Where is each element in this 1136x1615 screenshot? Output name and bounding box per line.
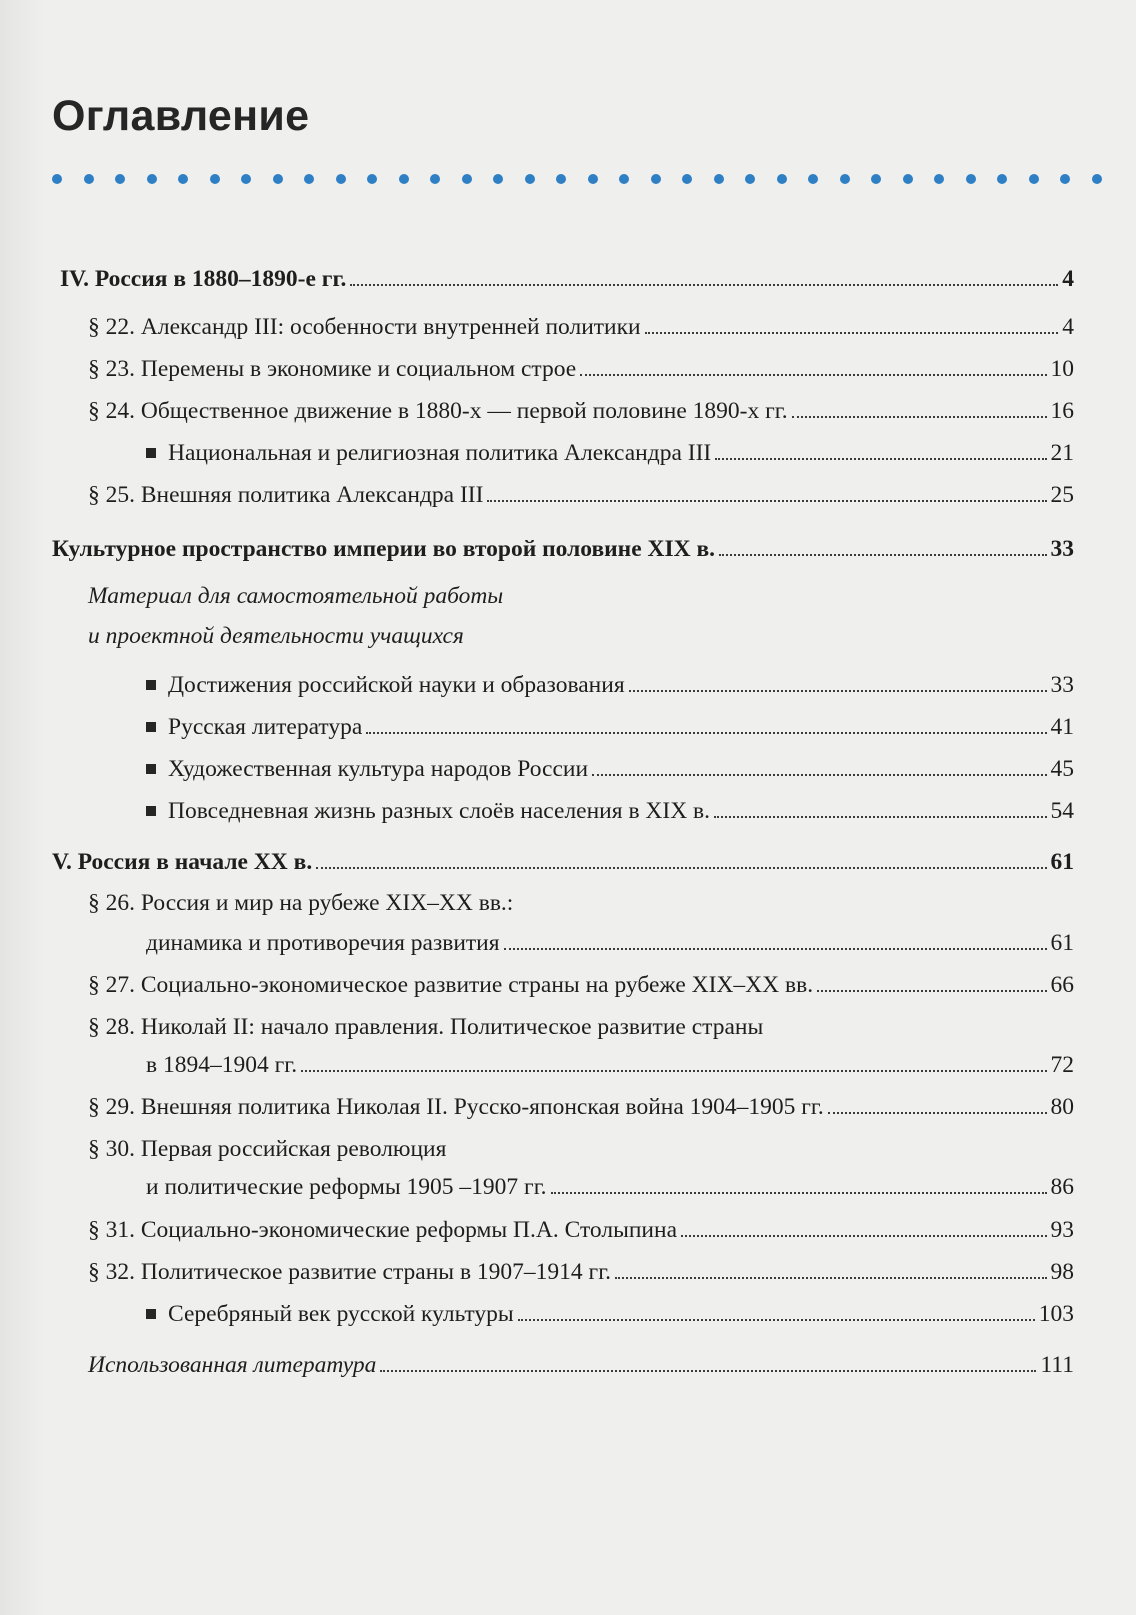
toc-entry-title: V. Россия в начале XX в. xyxy=(52,849,313,875)
toc-entry-page: 111 xyxy=(1040,1352,1074,1378)
toc-entry-title: § 22. Александр III: особенности внутренней политики xyxy=(88,314,641,340)
toc-entry-page: 54 xyxy=(1050,798,1074,824)
square-bullet-icon xyxy=(146,722,156,732)
dot-leader xyxy=(715,450,1046,460)
dot-leader xyxy=(828,1104,1047,1114)
square-bullet-icon xyxy=(146,448,156,458)
square-bullet-icon xyxy=(146,680,156,690)
toc-entry-page: 16 xyxy=(1050,398,1074,424)
toc-entry-title-line-1: § 26. Россия и мир на рубеже XIX–XX вв.: xyxy=(88,890,514,916)
dot-leader xyxy=(792,408,1047,418)
toc-entry-title: Культурное пространство империи во второй половине XIX в. xyxy=(52,536,716,562)
toc-entry-daily-life[interactable] xyxy=(0,794,1136,834)
toc-entry-title: Достижения российской науки и образования xyxy=(168,672,625,698)
toc-entry-title: IV. Россия в 1880–1890-е гг. xyxy=(60,266,347,292)
toc-entry-section-29[interactable] xyxy=(0,1090,1136,1130)
toc-entry-section-23[interactable] xyxy=(0,352,1136,392)
material-note-line-2: и проектной деятельности учащихся xyxy=(88,623,464,649)
square-bullet-icon xyxy=(146,1309,156,1319)
toc-entry-section-24[interactable] xyxy=(0,394,1136,434)
toc-entry-page: 33 xyxy=(1050,536,1074,562)
toc-entry-title-line-2: динамика и противоречия развития xyxy=(146,930,500,956)
toc-entry-page: 98 xyxy=(1050,1259,1074,1285)
toc-entry-science[interactable] xyxy=(0,668,1136,708)
dot-leader xyxy=(615,1269,1046,1279)
toc-entry-title-line-2: в 1894–1904 гг. xyxy=(146,1052,298,1078)
toc-entry-page: 80 xyxy=(1050,1094,1074,1120)
dot-leader xyxy=(316,859,1046,869)
material-note-line-1: Материал для самостоятельной работы xyxy=(88,583,504,609)
toc-entry-title: § 31. Социально-экономические реформы П.А. Столыпина xyxy=(88,1217,678,1243)
toc-entry-page: 21 xyxy=(1050,440,1074,466)
toc-entry-title: § 24. Общественное движение в 1880-х — первой половине 1890-х гг. xyxy=(88,398,788,424)
dot-leader xyxy=(518,1311,1035,1321)
toc-entry-page: 61 xyxy=(1050,849,1074,875)
toc-entry-page: 4 xyxy=(1062,266,1074,292)
toc-entry-page: 45 xyxy=(1050,756,1074,782)
toc-entry-page: 4 xyxy=(1062,314,1074,340)
dot-leader xyxy=(592,766,1046,776)
toc-entry-section-31[interactable] xyxy=(0,1213,1136,1253)
toc-entry-title-line-2: и политические реформы 1905 –1907 гг. xyxy=(146,1174,547,1200)
toc-entry-title-line-1: § 30. Первая российская революция xyxy=(88,1136,447,1162)
dot-leader xyxy=(719,546,1046,556)
toc-entry-title: Серебряный век русской культуры xyxy=(168,1301,514,1327)
dot-leader xyxy=(350,276,1058,286)
dot-leader xyxy=(301,1062,1046,1072)
dot-leader xyxy=(817,982,1046,992)
toc-entry-page: 25 xyxy=(1050,482,1074,508)
dot-leader xyxy=(551,1184,1047,1194)
dot-leader xyxy=(681,1227,1046,1237)
toc-entry-literature[interactable] xyxy=(0,710,1136,750)
dot-leader xyxy=(714,808,1046,818)
toc-entry-culture[interactable] xyxy=(0,532,1136,572)
dot-leader xyxy=(629,682,1047,692)
toc-entry-title: § 29. Внешняя политика Николая II. Русско-японская война 1904–1905 гг. xyxy=(88,1094,824,1120)
dot-leader xyxy=(366,724,1046,734)
toc-entry-page: 61 xyxy=(1050,930,1074,956)
square-bullet-icon xyxy=(146,764,156,774)
dot-leader xyxy=(487,492,1046,502)
toc-entry-national-policy[interactable] xyxy=(0,436,1136,476)
toc-entry-part-5[interactable] xyxy=(0,845,1136,885)
toc-entry-title: § 32. Политическое развитие страны в 1907–1914 гг. xyxy=(88,1259,612,1285)
toc-entry-part-4[interactable] xyxy=(0,262,1136,302)
toc-entry-references[interactable] xyxy=(0,1348,1136,1388)
dot-leader xyxy=(380,1362,1036,1372)
toc-entry-section-30[interactable] xyxy=(0,1132,1136,1214)
page-title: Оглавление xyxy=(52,92,310,140)
toc-entry-title-line-1: § 28. Николай II: начало правления. Политическое развитие страны xyxy=(88,1014,764,1040)
toc-entry-title: § 23. Перемены в экономике и социальном строе xyxy=(88,356,577,382)
toc-entry-page: 86 xyxy=(1050,1174,1074,1200)
toc-entry-section-25[interactable] xyxy=(0,478,1136,518)
dot-leader xyxy=(645,324,1059,334)
toc-entry-title: § 25. Внешняя политика Александра III xyxy=(88,482,484,508)
toc-entry-page: 33 xyxy=(1050,672,1074,698)
toc-entry-section-27[interactable] xyxy=(0,968,1136,1008)
toc-entry-title: Русская литература xyxy=(168,714,363,740)
toc-entry-section-22[interactable] xyxy=(0,310,1136,350)
toc-entry-title: § 27. Социально-экономическое развитие страны на рубеже XIX–XX вв. xyxy=(88,972,814,998)
toc-entry-page: 93 xyxy=(1050,1217,1074,1243)
toc-entry-section-28[interactable] xyxy=(0,1010,1136,1092)
toc-entry-title: Повседневная жизнь разных слоёв населения в XIX в. xyxy=(168,798,711,824)
toc-entry-section-26[interactable] xyxy=(0,886,1136,968)
toc-entry-art[interactable] xyxy=(0,752,1136,792)
toc-entry-title: Художественная культура народов России xyxy=(168,756,589,782)
toc-entry-page: 72 xyxy=(1050,1052,1074,1078)
toc-entry-page: 10 xyxy=(1050,356,1074,382)
toc-entry-section-32[interactable] xyxy=(0,1255,1136,1295)
toc-entry-silver-age[interactable] xyxy=(0,1297,1136,1337)
square-bullet-icon xyxy=(146,806,156,816)
toc-entry-page: 103 xyxy=(1038,1301,1074,1327)
dot-leader xyxy=(580,366,1046,376)
toc-entry-page: 41 xyxy=(1050,714,1074,740)
toc-entry-title: Национальная и религиозная политика Александра III xyxy=(168,440,712,466)
dot-leader xyxy=(504,940,1047,950)
toc-entry-page: 66 xyxy=(1050,972,1074,998)
toc-entry-title: Использованная литература xyxy=(88,1352,377,1378)
